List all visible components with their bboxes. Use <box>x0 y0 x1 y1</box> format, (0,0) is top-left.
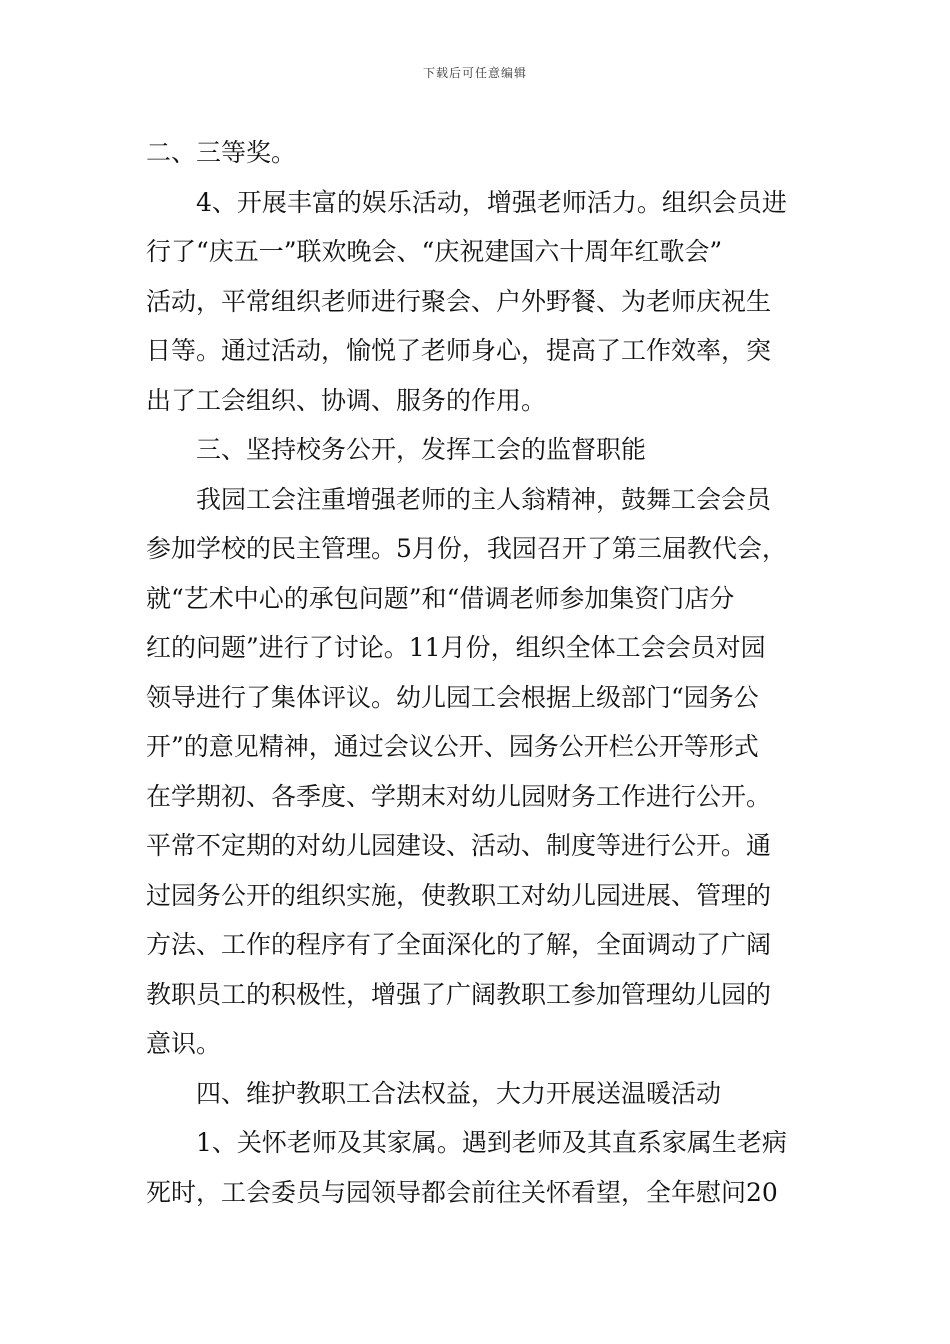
text-line: 平常不定期的对幼儿园建设、活动、制度等进行公开。通 <box>146 831 772 860</box>
text-line: 日等。通过活动，愉悦了老师身心，提高了工作效率，突 <box>146 336 772 365</box>
text-line: 参加学校的民主管理。5月份，我园召开了第三届教代会， <box>146 534 787 563</box>
text-line: 就“艺术中心的承包问题”和“借调老师参加集资门店分 <box>146 583 735 613</box>
text-line: 死时，工会委员与园领导都会前往关怀看望，全年慰问20 <box>146 1177 778 1207</box>
paragraph-start-line: 我园工会注重增强老师的主人翁精神，鼓舞工会会员 <box>196 484 772 514</box>
text-line: 意识。 <box>146 1029 222 1058</box>
text-line: 过园务公开的组织实施，使教职工对幼儿园进展、管理的 <box>146 880 772 910</box>
text-line: 在学期初、各季度、学期末对幼儿园财务工作进行公开。 <box>146 781 772 811</box>
text-line: 方法、工作的程序有了全面深化的了解，全面调动了广阔 <box>146 930 772 959</box>
page-header: 下载后可任意编辑 <box>422 66 527 80</box>
paragraph-start-line: 1、关怀老师及其家属。遇到老师及其直系家属生老病 <box>196 1128 787 1157</box>
section-heading: 三、坚持校务公开，发挥工会的监督职能 <box>196 435 647 464</box>
document-body <box>146 128 814 1217</box>
text-line: 二、三等奖。 <box>146 138 297 167</box>
text-line: 领导进行了集体评议。幼儿园工会根据上级部门“园务公 <box>146 682 759 712</box>
section-heading: 四、维护教职工合法权益，大力开展送温暖活动 <box>196 1078 722 1108</box>
text-line: 出了工会组织、协调、服务的作用。 <box>146 385 547 415</box>
text-line: 红的问题”进行了讨论。11月份，组织全体工会会员对园 <box>146 633 766 662</box>
text-line: 活动，平常组织老师进行聚会、户外野餐、为老师庆祝生 <box>146 286 772 316</box>
text-line: 行了“庆五一”联欢晚会、“庆祝建国六十周年红歌会” <box>146 237 723 266</box>
text-line: 教职员工的积极性，增强了广阔教职工参加管理幼儿园的 <box>146 979 772 1009</box>
paragraph-start-line: 4、开展丰富的娱乐活动，增强老师活力。组织会员进 <box>196 187 787 217</box>
text-line: 开”的意见精神，通过会议公开、园务公开栏公开等形式 <box>146 732 759 761</box>
